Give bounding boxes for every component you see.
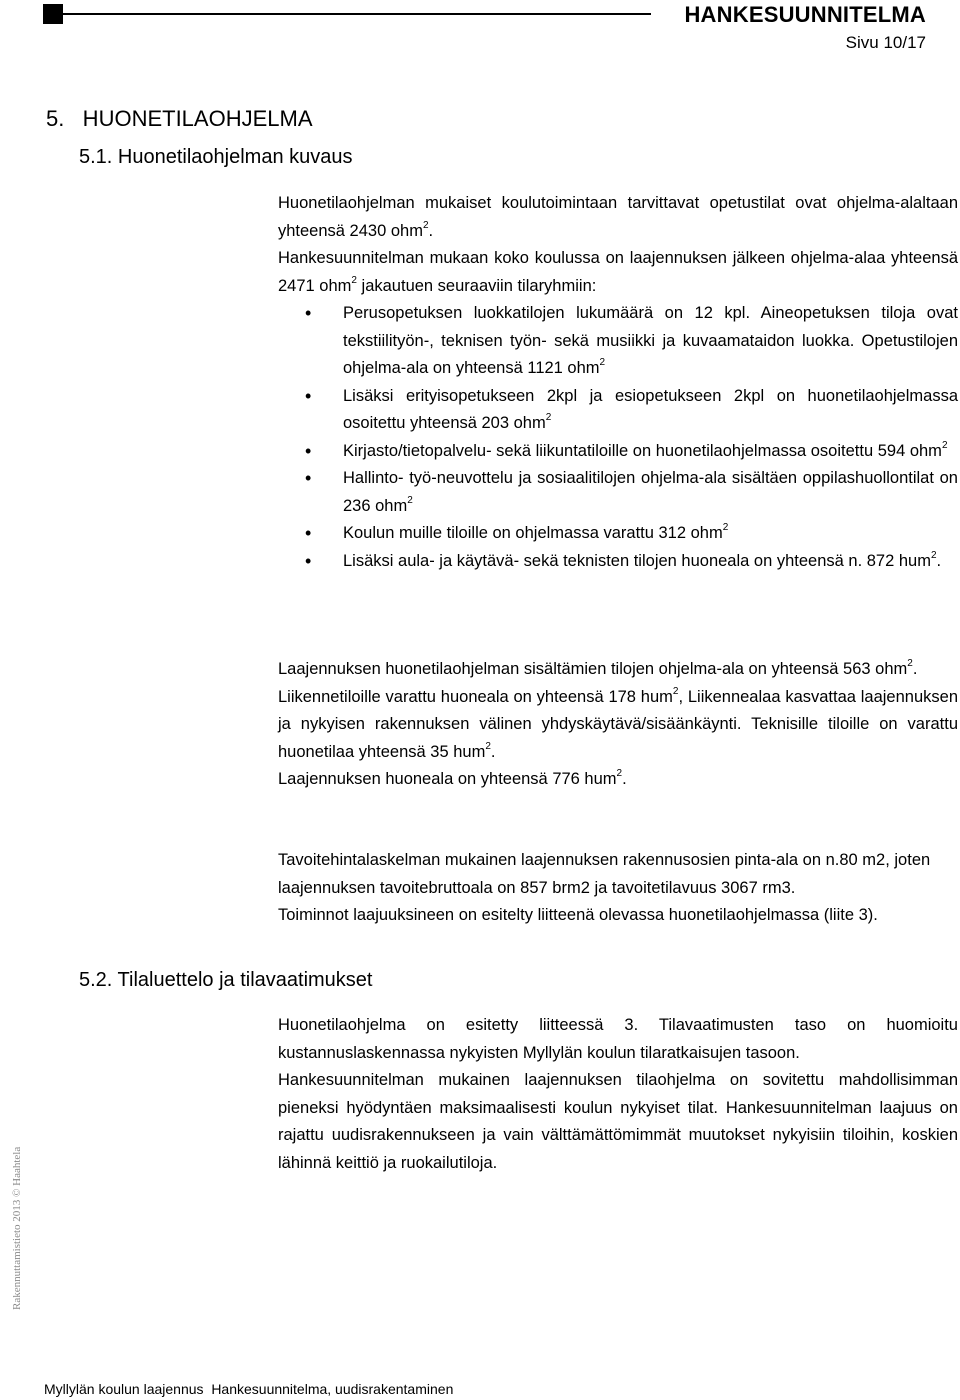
section-5-1-body xyxy=(278,190,958,575)
list-item: • Perusopetuksen luokkatilojen lukumäärä on 12 kpl. Aineopetuksen tiloja ovat tekstiilityön-, teknisen työn- sekä musiikki ja kuvaamataidon luokka. Opetustilojen ohjelma-ala on yhteensä 1121 ohm$^2$ xyxy=(278,300,958,383)
section-5-2-body xyxy=(278,1012,958,1177)
extension-area-summary xyxy=(278,656,958,794)
section-5-heading: 5. HUONETILAOHJELMA xyxy=(46,106,313,131)
list-item: • Kirjasto/tietopalvelu- sekä liikuntatiloille on huonetilaohjelmassa osoitettu 594 ohm$^2$ xyxy=(278,438,958,466)
paragraph: Huonetilaohjelma on esitetty liitteessä 3. Tilavaatimusten taso on huomioitu kustannuslaskennassa nykyisten Myllylän koulun tilaratkaisujen tasoon. xyxy=(278,1016,958,1062)
paragraph: Liikennetiloille varattu huoneala on yhteensä 178 hum$^2$, Liikennealaa kasvattaa laajennuksen ja nykyisen rakennuksen välinen yhdyskäytävä/sisäänkäynti. Teknisille tiloille on varattu huonetilaa yhteensä 35 hum$^2$. xyxy=(278,685,958,761)
paragraph: Toiminnot laajuuksineen on esitelty liitteenä olevassa huonetilaohjelmassa (liite 3). xyxy=(278,906,878,924)
copyright-sidebar: Rakennuttamistieto 2013 © Haahtela xyxy=(11,1146,23,1310)
target-price-summary xyxy=(278,847,958,930)
paragraph: Tavoitehintalaskelman mukainen laajennuksen rakennusosien pinta-ala on n.80 m2, joten laajennuksen tavoitebruttoala on 857 brm2 ja tavoitetilavuus 3067 rm3. xyxy=(278,851,931,897)
paragraph: Laajennuksen huoneala on yhteensä 776 hum$^2$. xyxy=(278,768,627,788)
document-title: HANKESUUNNITELMA xyxy=(684,2,926,27)
list-item: • Lisäksi erityisopetukseen 2kpl ja esiopetukseen 2kpl on huonetilaohjelmassa osoitettu yhteensä 203 ohm$^2$ xyxy=(278,383,958,438)
header-square-mark xyxy=(43,4,63,24)
list-item: • Lisäksi aula- ja käytävä- sekä teknisten tilojen huoneala on yhteensä n. 872 hum$^2$. xyxy=(278,548,958,576)
list-item: • Hallinto- työ-neuvottelu ja sosiaalitilojen ohjelma-ala sisältäen oppilashuollontilat on 236 ohm$^2$ xyxy=(278,465,958,520)
paragraph: Laajennuksen huonetilaohjelman sisältämien tilojen ohjelma-ala on yhteensä 563 ohm$^2$. xyxy=(278,658,918,678)
room-group-list xyxy=(278,300,958,575)
paragraph: Hankesuunnitelman mukaan koko koulussa on laajennuksen jälkeen ohjelma-alaa yhteensä 2471 ohm$^2$ jakautuen seuraaviin tilaryhmiin: xyxy=(278,249,958,295)
page-footer: Myllylän koulun laajennus Hankesuunnitelma, uudisrakentaminen xyxy=(44,1381,454,1397)
list-item: • Koulun muille tiloille on ohjelmassa varattu 312 ohm$^2$ xyxy=(278,520,958,548)
section-5-1-heading: 5.1. Huonetilaohjelman kuvaus xyxy=(79,146,353,168)
section-5-2-heading: 5.2. Tilaluettelo ja tilavaatimukset xyxy=(79,969,373,991)
paragraph: Hankesuunnitelman mukainen laajennuksen tilaohjelma on sovitettu mahdollisimman pieneksi hyödyntäen maksimaalisesti koulun nykyiset tilat. Hankesuunnitelman laajuus on rajattu uudisrakennukseen ja vain välttämättömimmät muutokset nykyisiin tiloihin, koskien lähinnä keittiö ja ruokailutiloja. xyxy=(278,1071,958,1172)
header-rule xyxy=(63,13,651,15)
page-number: Sivu 10/17 xyxy=(845,33,926,52)
paragraph: Huonetilaohjelman mukaiset koulutoimintaan tarvittavat opetustilat ovat ohjelma-alaltaan yhteensä 2430 ohm$^2$. xyxy=(278,194,958,240)
